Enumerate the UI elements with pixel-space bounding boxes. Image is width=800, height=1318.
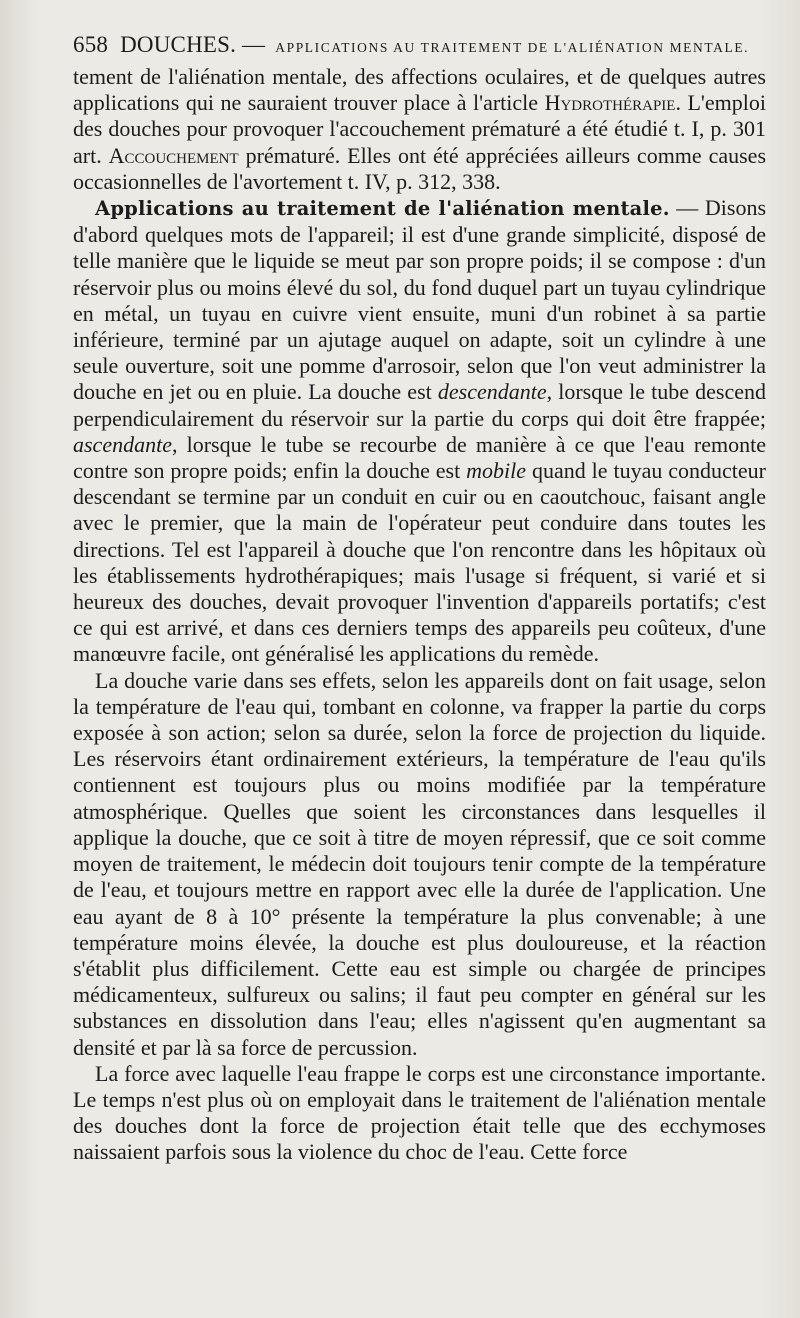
paragraph-apparatus-text-3: , lorsque le tube se recourbe de manière à ce que l'eau remonte contre son propre poids; enfin la douche est <box>73 431 766 484</box>
cross-reference-accouchement: Accouchement <box>108 142 239 168</box>
body-text <box>73 64 766 1166</box>
page-number: 658 <box>73 32 109 57</box>
paragraph-apparatus-text-1: — Disons d'abord quelques mots de l'appareil; il est d'une grande simplicité, disposé de telle manière que le liquide se meut par son propre poids; il se compose : d'un réservoir plus ou moins élevé du sol, du fond duquel part un tuyau cylindrique en métal, un tuyau en cuivre vient ensuite, muni d'un robinet à sa partie inférieure, terminé par un ajutage auquel on adapte, soit un cylindre à une seule ouverture, soit une pomme d'arrosoir, selon que l'on veut administrer la douche en jet ou en pluie. La douche est <box>73 195 767 405</box>
running-head <box>73 30 766 64</box>
paragraph-intro-text-1: tement de l'aliénation mentale, des affections oculaires, et de quelques autres applications qui ne sauraient trouver place à l'article <box>73 64 766 116</box>
paragraph-apparatus-text-2: , lorsque le tube descend perpendiculairement du réservoir sur la partie du corps qui doit être frappée; <box>73 379 766 431</box>
paragraph-intro <box>73 64 766 195</box>
cross-reference-hydrotherapie: Hydrothérapie <box>544 90 676 116</box>
running-title: DOUCHES. — <box>120 32 266 57</box>
term-descendante: descendante <box>437 379 547 405</box>
term-ascendante: ascendante <box>73 431 172 457</box>
paragraph-force: La force avec laquelle l'eau frappe le corps est une circonstance importante. Le temps n'est plus où on employait dans le traitement de l'aliénation mentale des douches dont la force de projection était telle que des ecchymoses naissaient parfois sous la violence du choc de l'eau. Cette force <box>73 1060 766 1165</box>
paragraph-apparatus-text-4: quand le tuyau conducteur descendant se termine par un conduit en cuir ou en caoutchouc, faisant angle avec le premier, que la main de l'opérateur peut conduire dans toutes les directions. Tel est l'appareil à douche que l'on rencontre dans les hôpitaux où les établissements hydrothérapiques; mais l'usage si fréquent, si varié et si heureux des douches, devait provoquer l'invention d'appareils portatifs; c'est ce qui est arrivé, et dans ces derniers temps des appareils peu coûteux, d'une manœuvre facile, ont généralisé les applications du remède. <box>73 458 766 667</box>
running-subtitle: APPLICATIONS AU TRAITEMENT DE L'ALIÉNATION MENTALE. <box>275 40 750 55</box>
paragraph-apparatus <box>73 195 766 668</box>
paragraph-intro-text-2: . L'emploi des douches pour provoquer l'accouchement prématuré a été étudié t. I, p. 301 art. <box>73 90 766 168</box>
term-mobile: mobile <box>466 458 527 484</box>
paragraph-effects: La douche varie dans ses effets, selon les appareils dont on fait usage, selon la température de l'eau qui, tombant en colonne, va frapper la partie du corps exposée à son action; selon sa durée, selon la force de projection du liquide. Les réservoirs étant ordinairement extérieurs, la température de l'eau qu'ils contiennent est toujours plus ou moins modifiée par la température atmosphérique. Quelles que soient les circonstances dans lesquelles il applique la douche, que ce soit à titre de moyen répressif, que ce soit comme moyen de traitement, le médecin doit toujours tenir compte de la température de l'eau, et toujours mettre en rapport avec elle la durée de l'application. Une eau ayant de 8 à 10° présente la température la plus convenable; à une température moins élevée, la douche est plus douloureuse, et la réaction s'établit plus difficilement. Cette eau est simple ou chargée de principes médicamenteux, sulfureux ou salins; il faut peu compter en général sur les substances en dissolution dans l'eau; elles n'agissent qu'en augmentant sa densité et par là sa force de percussion. <box>73 667 766 1060</box>
section-heading: Applications au traitement de l'aliénation mentale. <box>95 197 670 221</box>
paragraph-intro-text-3: prématuré. Elles ont été appréciées ailleurs comme causes occasionnelles de l'avortement t. IV, p. 312, 338. <box>73 142 767 194</box>
